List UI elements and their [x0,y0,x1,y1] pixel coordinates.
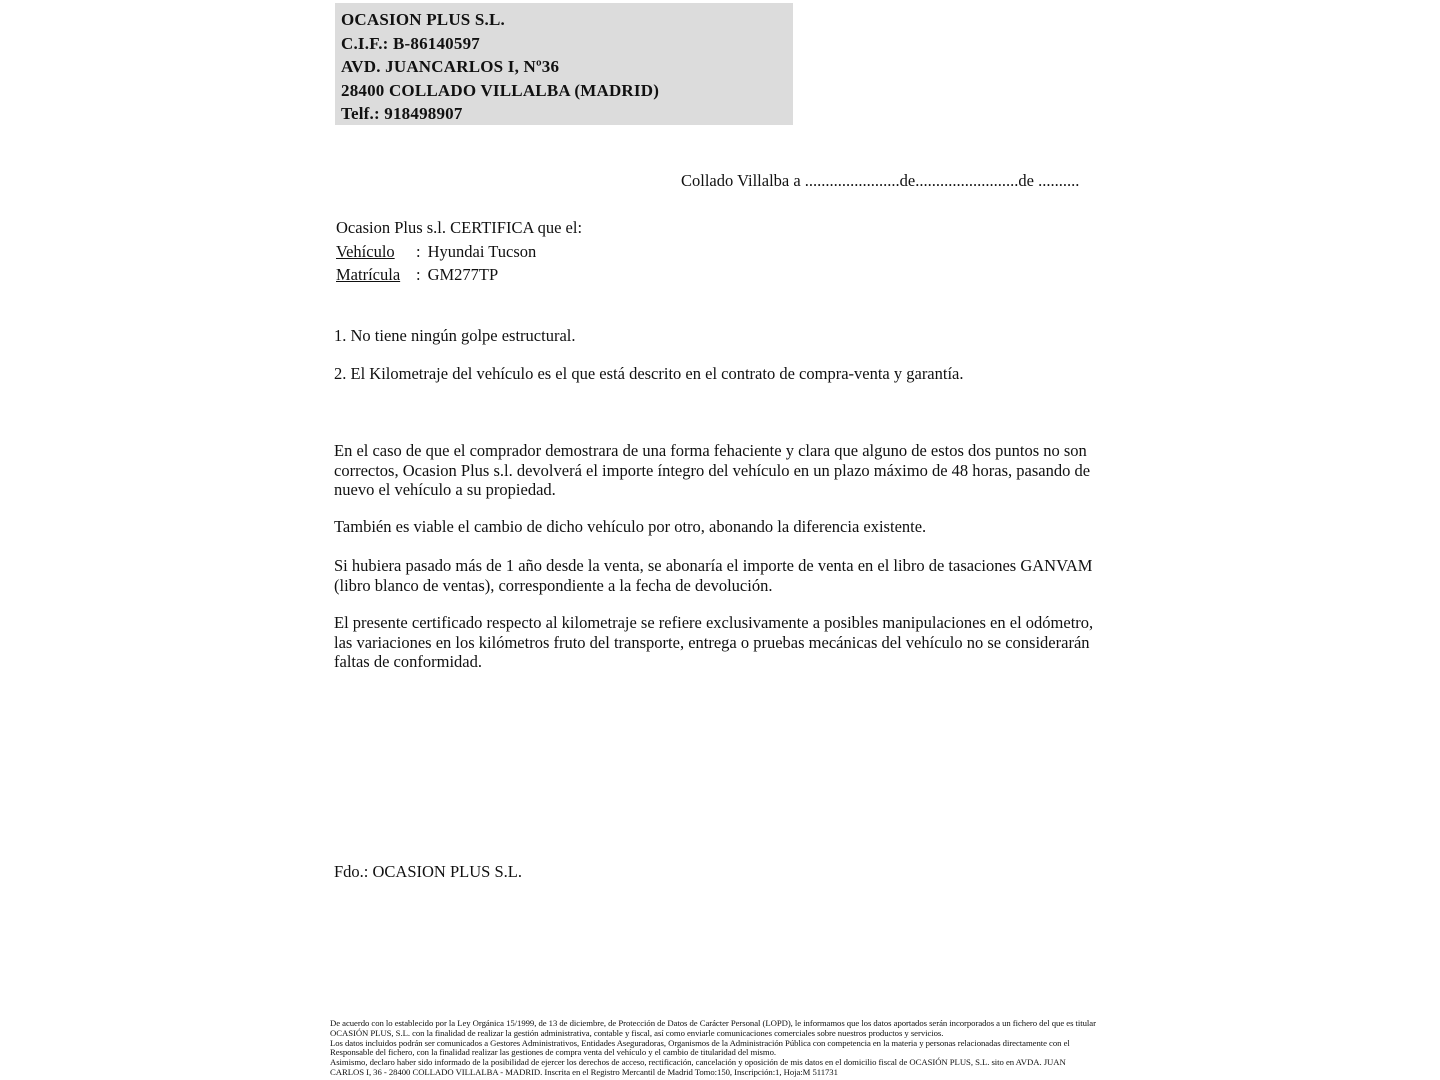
legal-footer-line-5: Asimismo, declaro haber sido informado de la posibilidad de ejercer los derechos de acceso, rectificación, cancelación y oposición de mis datos en el domicilio fiscal de OCASIÓN PLUS, S.L. sito en AVDA. JUAN [330,1057,1066,1068]
legal-footer-line-6: CARLOS I, 36 - 28400 COLLADO VILLALBA - MADRID. Inscrita en el Registro Mercantil de Madrid Tomo:150, Inscripción:1, Hoja:M 511731 [330,1066,838,1077]
vehicle-field [336,240,582,264]
company-address: AVD. JUANCARLOS I, Nº36 [341,57,560,76]
vehicle-separator: : [416,241,421,261]
legal-footer-line-1: De acuerdo con lo establecido por la Ley Orgánica 15/1999, de 13 de diciembre, de Protección de Datos de Carácter Personal (LOPD), le informamos que los datos aportados serán incorporados a un fichero del que es titular [330,1018,1096,1028]
signature-line: Fdo.: OCASION PLUS S.L. [334,862,522,881]
certified-point-2: 2. El Kilometraje del vehículo es el que está descrito en el contrato de compra-venta y garantía. [334,364,964,383]
refund-paragraph: En el caso de que el comprador demostrara de una forma fehaciente y clara que alguno de estos dos puntos no son correctos, Ocasion Plus s.l. devolverá el importe íntegro del vehículo en un plazo máximo de 48 horas, pasando de nuevo el vehículo a su propiedad. [334,441,1091,499]
ganvam-paragraph: Si hubiera pasado más de 1 año desde la venta, se abonaría el importe de venta en el libro de tasaciones GANVAM (libro blanco de ventas), correspondiente a la fecha de devolución. [334,556,1093,595]
exchange-paragraph: También es viable el cambio de dicho vehículo por otro, abonando la diferencia existente. [334,517,927,536]
company-name: OCASION PLUS S.L. [341,10,505,29]
certification-block [336,216,582,287]
date-fill-in-line: Collado Villalba a .......................de.........................de .......... [681,171,1080,190]
plate-separator: : [416,265,421,284]
certify-intro: Ocasion Plus s.l. CERTIFICA que el: [336,218,583,237]
company-cif: C.I.F.: B-86140597 [341,33,480,53]
company-city: 28400 COLLADO VILLALBA (MADRID) [341,80,660,100]
certified-point-1: 1. No tiene ningún golpe estructural. [334,326,576,345]
vehicle-label: Vehículo [336,241,395,261]
legal-footer [330,1019,1096,1078]
plate-value: GM277TP [427,265,499,284]
vehicle-value: Hyundai Tucson [427,241,537,261]
legal-footer-line-3: Los datos incluidos podrán ser comunicados a Gestores Administrativos, Entidades Aseguradoras, Organismos de la Administración Pública con competencia en la materia y personas relacionadas directamente con el [330,1037,1070,1048]
plate-field [336,263,582,287]
company-header-box [335,3,793,125]
plate-label: Matrícula [336,265,401,284]
company-phone: Telf.: 918498907 [341,104,463,123]
legal-footer-line-4: Responsable del fichero, con la finalidad realizar las gestiones de compra venta del vehículo y el cambio de titularidad del mismo. [330,1047,777,1058]
odometer-paragraph: El presente certificado respecto al kilometraje se refiere exclusivamente a posibles manipulaciones en el odómetro, las variaciones en los kilómetros fruto del transporte, entrega o pruebas mecánicas del vehículo no se considerarán faltas de conformidad. [334,613,1094,671]
legal-footer-line-2: OCASIÓN PLUS, S.L. con la finalidad de realizar la gestión administrativa, contable y fiscal, así como enviarle comunicaciones comerciales sobre nuestros productos y servicios. [330,1027,944,1038]
